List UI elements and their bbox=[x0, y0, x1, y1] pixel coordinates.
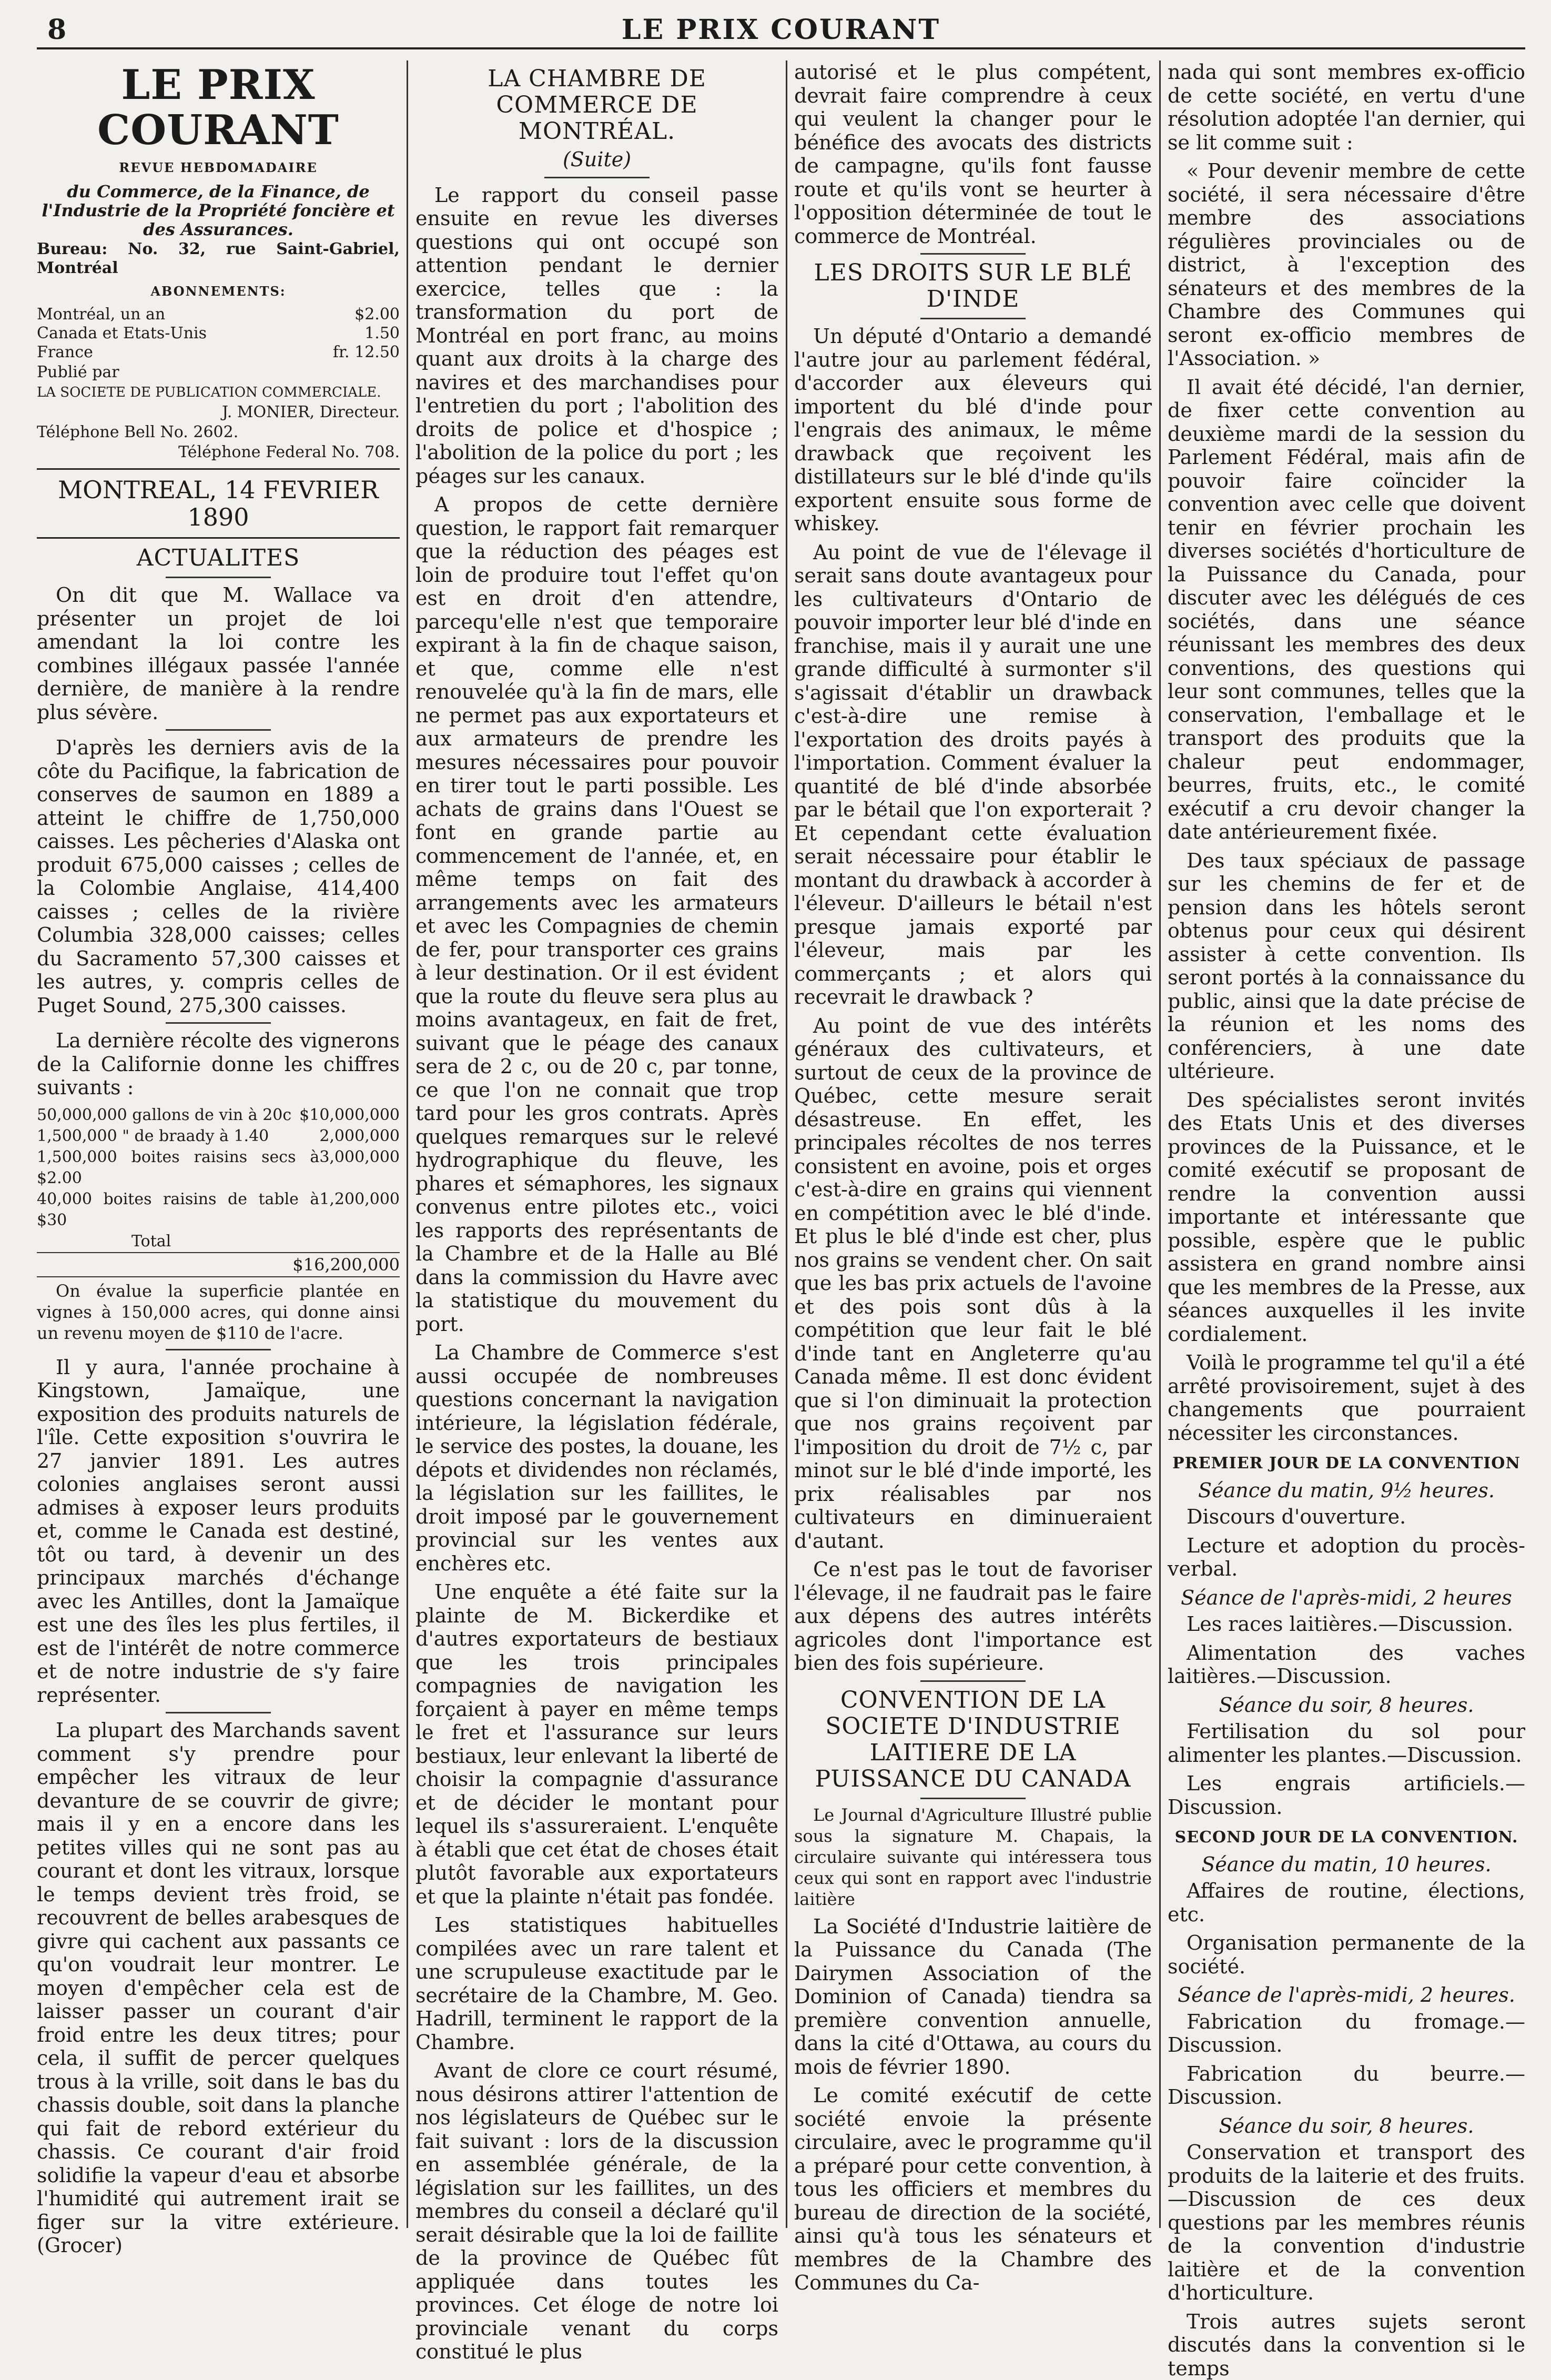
divider bbox=[166, 1349, 271, 1350]
divider bbox=[544, 177, 650, 178]
session-heading: Séance du matin, 10 heures. bbox=[1168, 1853, 1525, 1877]
article-paragraph: Une enquête a été faite sur la plainte de M. Bickerdike et d'autres exportateurs de bestiaux que les trois principales compagnies de navigation les forçaient à payer en même temps le fret et l'assurance sur leurs bestiaux, leur enlevant la liberté de choisir la compagnie d'assurance et de décider le montant pour lequel ils s'assureraient. L'enquête à établi que cet état de choses était plutôt favorable aux exportateurs et que la plainte n'était pas fondée. bbox=[415, 1580, 778, 1908]
session-heading: Séance de l'après-midi, 2 heures. bbox=[1168, 1983, 1525, 2007]
program-day-heading: PREMIER JOUR DE LA CONVENTION bbox=[1168, 1452, 1525, 1476]
subscription-row: Montréal, un an $2.00 bbox=[37, 305, 400, 324]
phone-bell: Téléphone Bell No. 2602. bbox=[37, 423, 400, 442]
program-item: Les races laitières.—Discussion. bbox=[1168, 1612, 1525, 1636]
page-header bbox=[37, 11, 1525, 49]
masthead-title: LE PRIX COURANT bbox=[37, 63, 400, 153]
article-paragraph: Au point de vue de l'élevage il serait sans doute avantageux pour les cultivateurs d'Ontario de pouvoir importer leur blé d'inde en franchise, mais il y aurait une une grande difficulté à surmonter s'il s'agissait d'établir un drawback c'est-à-dire une remise à l'exportation des droits payés à l'importation. Comment évaluer la quantité de blé d'inde absorbée par le bétail que l'on exporterait ? Et cependant cette évaluation serait nécessaire pour établir le montant du drawback à accorder à l'éleveur. D'ailleurs le bétail n'est presque jamais exporté par l'éleveur, mais par les commerçants ; et alors qui recevrait le drawback ? bbox=[794, 541, 1152, 1009]
program-day-heading: SECOND JOUR DE LA CONVENTION. bbox=[1168, 1826, 1525, 1850]
article-paragraph: Des spécialistes seront invités des Etats Unis et des diverses provinces de la Puissance, et le comité exécutif se proposant de rendre la convention aussi importante et intéressante que possible, espère que le public assistera en grand nombre ainsi que les membres de la Presse, aux séances auxquelles il les invite cordialement. bbox=[1168, 1088, 1525, 1346]
article-paragraph: Un député d'Ontario a demandé l'autre jour au parlement fédéral, d'accorder aux éleveurs qui importent du blé d'inde pour l'engrais des animaux, le même drawback que reçoivent les distillateurs sur le blé d'inde qu'ils exportent ensuite sous forme de whiskey. bbox=[794, 325, 1152, 536]
article-paragraph: « Pour devenir membre de cette société, il sera nécessaire d'être membre des associations régulières provinciales ou de district, à l'exception des sénateurs et des membres de la Chambre des Communes qui seront ex-officio membres de l'Association. » bbox=[1168, 159, 1525, 370]
session-heading: Séance du soir, 8 heures. bbox=[1168, 2114, 1525, 2138]
director: J. MONIER, Directeur. bbox=[37, 403, 400, 422]
phone-federal: Téléphone Federal No. 708. bbox=[37, 443, 400, 462]
article-paragraph: Le rapport du conseil passe ensuite en revue les diverses questions qui ont occupé son attention pendant le dernier exercice, telles que : la transformation du port de Montréal en port franc, au moins quant aux droits à la charge des navires et des marchandises pour l'entretien du port ; l'abolition des droits de police et d'hospice ; l'abolition de la police du port ; les péages sur les canaux. bbox=[415, 184, 778, 488]
article-paragraph: D'après les derniers avis de la côte du Pacifique, la fabrication de conserves de saumon en 1889 a atteint le chiffre de 1,750,000 caisses. Les pêcheries d'Alaska ont produit 675,000 caisses ; celles de la Colombie Anglaise, 414,400 caisses ; celles de la rivière Columbia 328,000 caisses; celles du Sacramento 57,300 caisses et les autres, y. compris celles de Puget Sound, 275,300 caisses. bbox=[37, 736, 400, 1017]
divider bbox=[166, 577, 271, 578]
column-3 bbox=[794, 60, 1152, 2228]
divider bbox=[166, 1712, 271, 1713]
divider bbox=[37, 468, 400, 470]
table-row: 1,500,000 " de braady à 1.40 2,000,000 bbox=[37, 1126, 400, 1147]
article-paragraph: Les statistiques habituelles compilées avec un rare talent et une scrupuleuse exactitude par le secrétaire de la Chambre, M. Geo. Hadrill, terminent le rapport de la Chambre. bbox=[415, 1913, 778, 2054]
masthead-kind: REVUE HEBDOMADAIRE bbox=[37, 156, 400, 180]
subscriptions-label: ABONNEMENTS: bbox=[37, 280, 400, 304]
column-2 bbox=[415, 60, 778, 2228]
program-item: Fertilisation du sol pour alimenter les plantes.—Discussion. bbox=[1168, 1720, 1525, 1767]
droits-heading: LES DROITS SUR LE BLÉ D'INDE bbox=[794, 260, 1152, 312]
wine-harvest-table bbox=[37, 1105, 400, 1277]
table-row: 40,000 boites raisins de table à $30 1,200,000 bbox=[37, 1189, 400, 1231]
column-rule bbox=[407, 60, 408, 2228]
program-item: Alimentation des vaches laitières.—Discussion. bbox=[1168, 1641, 1525, 1688]
chambre-suite: (Suite) bbox=[415, 148, 778, 172]
article-paragraph: On dit que M. Wallace va présenter un projet de loi amendant la loi contre les combines illégaux passée l'année dernière, de manière à la rendre plus sévère. bbox=[37, 583, 400, 724]
column-rule bbox=[1159, 60, 1161, 2228]
article-paragraph: Il y aura, l'année prochaine à Kingstown, Jamaïque, une exposition des produits naturels de l'île. Cette exposition s'ouvrira le 27 janvier 1891. Les autres colonies anglaises seront aussi admises à exposer leurs produits et, comme le Canada est destiné, tôt ou tard, à devenir un des principaux marchés d'échange avec les Antilles, dont la Jamaïque est une des îles les plus fertiles, il est de l'intérêt de notre commerce et de notre industrie de s'y faire représenter. bbox=[37, 1356, 400, 1707]
divider bbox=[166, 729, 271, 731]
program-item: Fabrication du beurre.—Discussion. bbox=[1168, 2062, 1525, 2109]
program-item: Conservation et transport des produits de la laiterie et des fruits.—Discussion de ces deux questions par les membres réunis de la convention d'industrie laitière et de la convention d'horticulture. bbox=[1168, 2141, 1525, 2305]
convention-heading: CONVENTION DE LA SOCIETE D'INDUSTRIE LAITIERE DE LA PUISSANCE DU CANADA bbox=[794, 1687, 1152, 1792]
table-total-row: Total bbox=[37, 1231, 400, 1252]
article-paragraph: Il avait été décidé, l'an dernier, de fixer cette convention au deuxième mardi de la session du Parlement Fédéral, mais afin de pouvoir faire coïncider la convention avec celle que doivent tenir en février prochain les diverses sociétés d'horticulture de la Puissance du Canada, pour discuter avec les délégués de ces sociétés, dans une séance réunissant les membres des deux conventions, des questions qui leur sont communes, telles que la conservation, l'emballage et le transport des produits que la chaleur peut endommager, beurres, fruits, etc., le comité exécutif a cru devoir changer la date antérieurement fixée. bbox=[1168, 376, 1525, 844]
divider bbox=[920, 318, 1026, 319]
publisher-label: Publié par bbox=[37, 363, 400, 382]
article-paragraph: On évalue la superficie plantée en vignes à 150,000 acres, qui donne ainsi un revenu moyen de $110 de l'acre. bbox=[37, 1280, 400, 1344]
article-paragraph: Au point de vue des intérêts généraux des cultivateurs, et surtout de ceux de la province de Québec, cette mesure serait désastreuse. En effet, les principales récoltes de nos terres consistent en avoine, pois et orges c'est-à-dire en grains qui viennent en compétition avec le blé d'inde. Et plus le blé d'inde est cher, plus nos grains se vendent cher. On sait que les bas prix actuels de l'avoine et des pois sont dûs à la compétition que leur fait le blé d'inde tant en Angleterre qu'au Canada même. Il est donc évident que si l'on diminuait la protection que nos grains reçoivent par l'imposition du droit de 7½ c, par minot sur le blé d'inde importé, les prix réalisables par nos cultivateurs en diminueraient d'autant. bbox=[794, 1014, 1152, 1553]
table-total-value: $16,200,000 bbox=[37, 1252, 400, 1277]
program-item: Affaires de routine, élections, etc. bbox=[1168, 1879, 1525, 1926]
article-paragraph: Le Journal d'Agriculture Illustré publie sous la signature M. Chapais, la circulaire suivante qui intéressera tous ceux qui sont en rapport avec l'industrie laitière bbox=[794, 1804, 1152, 1910]
article-paragraph: autorisé et le plus compétent, devrait faire comprendre à ceux qui veulent la changer pour le bénéfice des avocats des districts de campagne, qu'ils font fausse route et qu'ils vont se heurter à l'opposition déterminée de tout le commerce de Montréal. bbox=[794, 60, 1152, 248]
session-heading: Séance du matin, 9½ heures. bbox=[1168, 1479, 1525, 1502]
program-item: Organisation permanente de la société. bbox=[1168, 1931, 1525, 1978]
article-paragraph: Ce n'est pas le tout de favoriser l'élevage, il ne faudrait pas le faire aux dépens des autres intérêts agricoles dont l'importance est bien des fois supérieure. bbox=[794, 1558, 1152, 1675]
article-paragraph: Le comité exécutif de cette société envoie la présente circulaire, avec le programme qu'il a préparé pour cette convention, à tous les officiers et membres du bureau de direction de la société, ainsi qu'à tous les sénateurs et membres de la Chambre des Communes du Ca- bbox=[794, 2084, 1152, 2295]
subscription-row: Canada et Etats-Unis 1.50 bbox=[37, 324, 400, 343]
program-item: Les engrais artificiels.—Discussion. bbox=[1168, 1772, 1525, 1819]
article-paragraph: Voilà le programme tel qu'il a été arrêté provisoirement, sujet à des changements que pourraient nécessiter les circonstances. bbox=[1168, 1351, 1525, 1445]
session-heading: Séance de l'après-midi, 2 heures bbox=[1168, 1586, 1525, 1610]
column-4 bbox=[1168, 60, 1525, 2228]
program-item: Lecture et adoption du procès-verbal. bbox=[1168, 1534, 1525, 1581]
divider bbox=[920, 253, 1026, 255]
article-paragraph: La Chambre de Commerce s'est aussi occupée de nombreuses questions concernant la navigation intérieure, la législation fédérale, le service des postes, la douane, les dépots et dividendes non réclamés, la législation sur les faillites, le droit imposé par le gouvernement provincial sur les ventes aux enchères etc. bbox=[415, 1341, 778, 1575]
article-paragraph: Avant de clore ce court résumé, nous désirons attirer l'attention de nos législateurs de Québec sur le fait suivant : lors de la discussion en assemblée générale, de la législation sur les faillites, un des membres du conseil a déclaré qu'il serait désirable que la loi de faillite de la province de Québec fût appliquée dans toutes les provinces. Cet éloge de notre loi provinciale venant du corps constitué le plus bbox=[415, 2059, 778, 2364]
article-paragraph: Des taux spéciaux de passage sur les chemins de fer et de pension dans les hôtels seront obtenus pour ceux qui désirent assister à cette convention. Ils seront portés à la connaissance du public, ainsi que la date précise de la réunion et les noms des conférenciers, à une date ultérieure. bbox=[1168, 849, 1525, 1083]
page-number: 8 bbox=[47, 14, 66, 46]
article-paragraph: La Société d'Industrie laitière de la Puissance du Canada (The Dairymen Association of the Dominion of Canada) tiendra sa première convention annuelle, dans la cité d'Ottawa, au cours du mois de février 1890. bbox=[794, 1915, 1152, 2079]
article-paragraph: A propos de cette dernière question, le rapport fait remarquer que la réduction des péages est loin de produire tout l'effet qu'on est en droit d'en attendre, parcequ'elle n'est que temporaire expirant à la fin de chaque saison, et que, comme elle n'est renouvelée qu'à la fin de mars, elle ne permet pas aux exportateurs et aux armateurs de prendre les mesures nécessaires pour pouvoir en tirer tout le parti possible. Les achats de grains dans l'Ouest se font en grande partie au commencement de l'année, et, en même temps on fait des arrangements avec les armateurs et avec les Compagnies de chemin de fer, pour transporter ces grains à leur destination. Or il est évident que la route du fleuve sera plus au moins avantageux, en fait de fret, suivant que le péage des canaux sera de 2 c, ou de 20 c, par tonne, ce que l'on ne connait que trop tard pour les gros contrats. Après quelques remarques sur le relevé hydrographique du fleuve, les phares et sémaphores, les signaux convenus entre pilotes etc., voici les rapports des représentants de la Chambre et de la Halle au Blé dans la commission du Havre avec la statistique du mouvement du port. bbox=[415, 493, 778, 1336]
publisher: LA SOCIETE DE PUBLICATION COMMERCIALE. bbox=[37, 383, 400, 402]
column-rule bbox=[786, 60, 787, 2228]
masthead-subtitle: du Commerce, de la Finance, de l'Industrie de la Propriété foncière et des Assurances. bbox=[37, 182, 400, 239]
table-row: 50,000,000 gallons de vin à 20c $10,000,000 bbox=[37, 1105, 400, 1126]
program-item: Trois autres sujets seront discutés dans la convention si le temps bbox=[1168, 2310, 1525, 2380]
chambre-heading: LA CHAMBRE DE COMMERCE DE MONTRÉAL. bbox=[415, 66, 778, 145]
actualites-heading: ACTUALITES bbox=[37, 545, 400, 571]
table-row: 1,500,000 boites raisins secs à $2.00 3,000,000 bbox=[37, 1147, 400, 1189]
session-heading: Séance du soir, 8 heures. bbox=[1168, 1693, 1525, 1717]
article-paragraph: La dernière récolte des vignerons de la Californie donne les chiffres suivants : bbox=[37, 1029, 400, 1100]
divider bbox=[920, 1798, 1026, 1799]
program-item: Fabrication du fromage.—Discussion. bbox=[1168, 2010, 1525, 2057]
divider bbox=[37, 537, 400, 539]
subscription-row: France fr. 12.50 bbox=[37, 343, 400, 362]
column-1 bbox=[37, 60, 400, 2228]
dateline: MONTREAL, 14 FEVRIER 1890 bbox=[37, 476, 400, 531]
article-paragraph: La plupart des Marchands savent comment s'y prendre pour empêcher les vitraux de leur devanture de se couvrir de givre; mais il y en a encore dans les petites villes qui ne sont pas au courant et dont les vitraux, lorsque le temps devient très froid, se recouvrent de belles arabesques de givre qui cachent aux passants ce qu'on voudrait leur montrer. Le moyen d'empêcher cela est de laisser passer un courant d'air froid entre les deux titres; pour cela, il suffit de percer quelques trous à la vrille, soit dans le bas du chassis double, soit dans la planche qui fait de rebord extérieur du chassis. Ce courant d'air froid solidifie la vapeur d'eau et absorbe l'humidité qui autrement irait se figer sur la vitre extérieure. (Grocer) bbox=[37, 1719, 400, 2257]
running-title: LE PRIX COURANT bbox=[37, 14, 1525, 46]
divider bbox=[920, 1680, 1026, 1682]
article-paragraph: nada qui sont membres ex-officio de cette société, en vertu d'une résolution adoptée l'an dernier, qui se lit comme suit : bbox=[1168, 60, 1525, 154]
program-item: Discours d'ouverture. bbox=[1168, 1505, 1525, 1529]
divider bbox=[166, 1022, 271, 1024]
bureau-address: Bureau: No. 32, rue Saint-Gabriel, Montréal bbox=[37, 240, 400, 278]
